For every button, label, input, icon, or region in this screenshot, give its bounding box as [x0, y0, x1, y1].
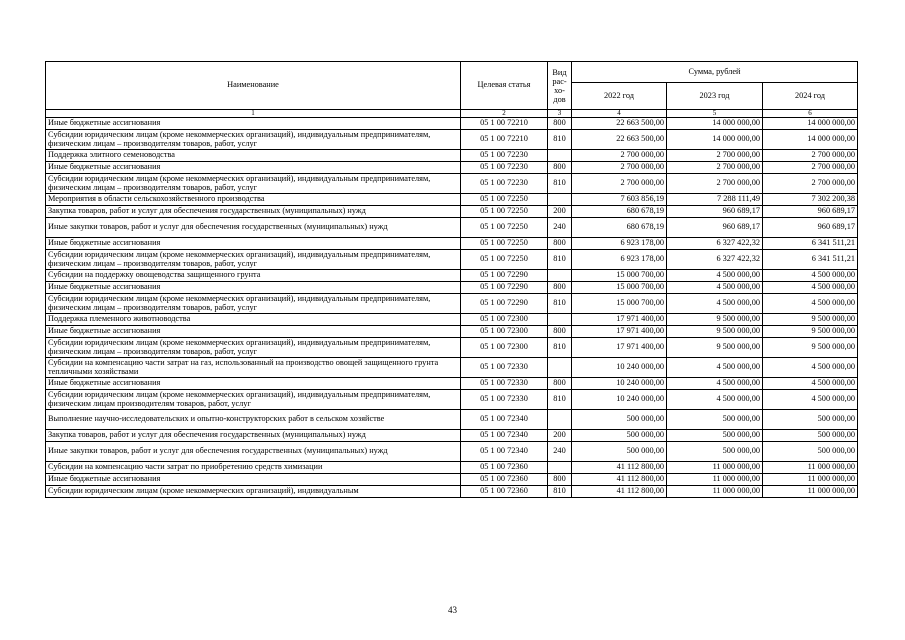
table-row: [46, 194, 858, 206]
column-number: 5: [667, 110, 763, 118]
row-amount-2024-cell: 11 000 000,00: [763, 462, 858, 474]
table-row: [46, 218, 858, 238]
table-row: [46, 150, 858, 162]
row-code-cell: 05 1 00 72230: [461, 150, 548, 162]
table-row: [46, 118, 858, 130]
table-row: [46, 130, 858, 150]
row-amount-2024-cell: 500 000,00: [763, 430, 858, 442]
row-amount-2022-cell: 17 971 400,00: [572, 338, 667, 358]
table-row: [46, 462, 858, 474]
row-amount-2024-cell: 4 500 000,00: [763, 270, 858, 282]
row-kind-cell: [548, 358, 572, 378]
row-amount-2024-cell: 4 500 000,00: [763, 390, 858, 410]
row-amount-2023-cell: 4 500 000,00: [667, 358, 763, 378]
row-amount-2022-cell: 680 678,19: [572, 218, 667, 238]
row-amount-2022-cell: 6 923 178,00: [572, 250, 667, 270]
header-year-2023: 2023 год: [667, 83, 763, 110]
row-name-cell: Иные бюджетные ассигнования: [46, 162, 461, 174]
row-amount-2022-cell: 15 000 700,00: [572, 270, 667, 282]
row-name-cell: Закупка товаров, работ и услуг для обеспечения государственных (муниципальных) нужд: [46, 430, 461, 442]
row-name-cell: Субсидии юридическим лицам (кроме некоммерческих организаций), индивидуальным предпринимателям, физическим лицам – производителям товаров, работ, услуг: [46, 338, 461, 358]
row-amount-2023-cell: 4 500 000,00: [667, 270, 763, 282]
table-row: [46, 174, 858, 194]
row-kind-cell: 800: [548, 118, 572, 130]
row-amount-2023-cell: 7 288 111,49: [667, 194, 763, 206]
row-amount-2023-cell: 960 689,17: [667, 218, 763, 238]
row-amount-2024-cell: 4 500 000,00: [763, 378, 858, 390]
row-amount-2024-cell: 11 000 000,00: [763, 486, 858, 498]
table-row: [46, 206, 858, 218]
row-name-cell: Выполнение научно-исследовательских и опытно-конструкторских работ в сельском хозяйстве: [46, 410, 461, 430]
row-code-cell: 05 1 00 72360: [461, 462, 548, 474]
row-amount-2023-cell: 6 327 422,32: [667, 250, 763, 270]
row-amount-2024-cell: 6 341 511,21: [763, 238, 858, 250]
row-amount-2023-cell: 2 700 000,00: [667, 174, 763, 194]
row-amount-2024-cell: 2 700 000,00: [763, 150, 858, 162]
row-amount-2023-cell: 4 500 000,00: [667, 282, 763, 294]
row-name-cell: Закупка товаров, работ и услуг для обеспечения государственных (муниципальных) нужд: [46, 206, 461, 218]
column-number: 1: [46, 110, 461, 118]
table-body: [46, 118, 858, 498]
column-number-row: [46, 110, 858, 118]
row-amount-2023-cell: 9 500 000,00: [667, 314, 763, 326]
row-amount-2023-cell: 9 500 000,00: [667, 338, 763, 358]
row-code-cell: 05 1 00 72340: [461, 410, 548, 430]
table-row: [46, 238, 858, 250]
table-row: [46, 162, 858, 174]
row-code-cell: 05 1 00 72360: [461, 486, 548, 498]
row-code-cell: 05 1 00 72210: [461, 130, 548, 150]
row-code-cell: 05 1 00 72300: [461, 338, 548, 358]
row-kind-cell: 810: [548, 250, 572, 270]
header-kind: Вид рас-хо-дов: [548, 62, 572, 110]
row-name-cell: Субсидии юридическим лицам (кроме некоммерческих организаций), индивидуальным предпринимателям, физическим лицам производителям товаров, работ, услуг: [46, 390, 461, 410]
row-code-cell: 05 1 00 72340: [461, 442, 548, 462]
row-amount-2022-cell: 41 112 800,00: [572, 474, 667, 486]
row-kind-cell: 810: [548, 174, 572, 194]
row-kind-cell: [548, 270, 572, 282]
row-code-cell: 05 1 00 72230: [461, 162, 548, 174]
table-row: [46, 474, 858, 486]
header-sum: Сумма, рублей: [572, 62, 858, 83]
row-name-cell: Субсидии юридическим лицам (кроме некоммерческих организаций), индивидуальным предпринимателям, физическим лицам – производителям товаров, работ, услуг: [46, 250, 461, 270]
row-kind-cell: 200: [548, 430, 572, 442]
row-amount-2024-cell: 9 500 000,00: [763, 314, 858, 326]
row-code-cell: 05 1 00 72300: [461, 314, 548, 326]
table-header: [46, 62, 858, 118]
row-kind-cell: 240: [548, 218, 572, 238]
row-code-cell: 05 1 00 72250: [461, 194, 548, 206]
row-amount-2024-cell: 500 000,00: [763, 442, 858, 462]
header-name: Наименование: [46, 62, 461, 110]
header-code: Целевая статья: [461, 62, 548, 110]
row-code-cell: 05 1 00 72330: [461, 358, 548, 378]
row-amount-2023-cell: 9 500 000,00: [667, 326, 763, 338]
row-amount-2022-cell: 22 663 500,00: [572, 130, 667, 150]
table-row: [46, 294, 858, 314]
row-amount-2022-cell: 500 000,00: [572, 430, 667, 442]
row-name-cell: Иные бюджетные ассигнования: [46, 326, 461, 338]
row-name-cell: Иные бюджетные ассигнования: [46, 238, 461, 250]
row-amount-2022-cell: 15 000 700,00: [572, 294, 667, 314]
budget-table: [45, 61, 858, 498]
row-name-cell: Поддержка племенного животноводства: [46, 314, 461, 326]
row-name-cell: Поддержка элитного семеноводства: [46, 150, 461, 162]
table-row: [46, 338, 858, 358]
column-number: 2: [461, 110, 548, 118]
row-amount-2022-cell: 15 000 700,00: [572, 282, 667, 294]
row-amount-2023-cell: 6 327 422,32: [667, 238, 763, 250]
row-code-cell: 05 1 00 72300: [461, 326, 548, 338]
row-code-cell: 05 1 00 72210: [461, 118, 548, 130]
row-name-cell: Субсидии на компенсацию части затрат по приобретению средств химизации: [46, 462, 461, 474]
row-amount-2022-cell: 17 971 400,00: [572, 314, 667, 326]
row-amount-2024-cell: 9 500 000,00: [763, 326, 858, 338]
row-code-cell: 05 1 00 72230: [461, 174, 548, 194]
row-kind-cell: [548, 150, 572, 162]
row-amount-2022-cell: 500 000,00: [572, 442, 667, 462]
row-amount-2023-cell: 4 500 000,00: [667, 390, 763, 410]
row-name-cell: Субсидии юридическим лицам (кроме некоммерческих организаций), индивидуальным предпринимателям, физическим лицам – производителям товаров, работ, услуг: [46, 294, 461, 314]
row-kind-cell: 800: [548, 282, 572, 294]
table-row: [46, 270, 858, 282]
row-code-cell: 05 1 00 72330: [461, 378, 548, 390]
row-name-cell: Субсидии юридическим лицам (кроме некоммерческих организаций), индивидуальным предпринимателям, физическим лицам – производителям товаров, работ, услуг: [46, 130, 461, 150]
table-row: [46, 486, 858, 498]
row-code-cell: 05 1 00 72330: [461, 390, 548, 410]
page-number: 43: [448, 605, 457, 615]
row-amount-2024-cell: 11 000 000,00: [763, 474, 858, 486]
row-kind-cell: 800: [548, 162, 572, 174]
row-kind-cell: [548, 194, 572, 206]
column-number: 3: [548, 110, 572, 118]
table-row: [46, 282, 858, 294]
row-amount-2024-cell: 4 500 000,00: [763, 358, 858, 378]
row-amount-2024-cell: 14 000 000,00: [763, 130, 858, 150]
column-number: 6: [763, 110, 858, 118]
row-amount-2022-cell: 2 700 000,00: [572, 162, 667, 174]
table-row: [46, 358, 858, 378]
row-amount-2023-cell: 4 500 000,00: [667, 294, 763, 314]
row-amount-2022-cell: 6 923 178,00: [572, 238, 667, 250]
row-amount-2023-cell: 4 500 000,00: [667, 378, 763, 390]
row-amount-2022-cell: 10 240 000,00: [572, 358, 667, 378]
header-year-2022: 2022 год: [572, 83, 667, 110]
row-kind-cell: 240: [548, 442, 572, 462]
row-kind-cell: 810: [548, 486, 572, 498]
row-code-cell: 05 1 00 72290: [461, 282, 548, 294]
row-name-cell: Иные бюджетные ассигнования: [46, 282, 461, 294]
row-amount-2023-cell: 11 000 000,00: [667, 474, 763, 486]
row-kind-cell: 810: [548, 294, 572, 314]
row-amount-2023-cell: 2 700 000,00: [667, 150, 763, 162]
row-name-cell: Иные закупки товаров, работ и услуг для обеспечения государственных (муниципальных) нужд: [46, 218, 461, 238]
row-amount-2022-cell: 41 112 800,00: [572, 462, 667, 474]
row-code-cell: 05 1 00 72290: [461, 270, 548, 282]
table-row: [46, 442, 858, 462]
row-name-cell: Субсидии на компенсацию части затрат на газ, использованный на производство овощей защищенного грунта тепличными хозяйствами: [46, 358, 461, 378]
row-amount-2022-cell: 680 678,19: [572, 206, 667, 218]
table-row: [46, 378, 858, 390]
row-kind-cell: 200: [548, 206, 572, 218]
row-amount-2023-cell: 960 689,17: [667, 206, 763, 218]
row-amount-2022-cell: 7 603 856,19: [572, 194, 667, 206]
row-code-cell: 05 1 00 72360: [461, 474, 548, 486]
row-amount-2024-cell: 960 689,17: [763, 206, 858, 218]
row-name-cell: Иные бюджетные ассигнования: [46, 378, 461, 390]
row-kind-cell: 800: [548, 474, 572, 486]
row-amount-2024-cell: 7 302 200,38: [763, 194, 858, 206]
table-row: [46, 410, 858, 430]
row-amount-2022-cell: 41 112 800,00: [572, 486, 667, 498]
row-name-cell: Мероприятия в области сельскохозяйственного производства: [46, 194, 461, 206]
row-code-cell: 05 1 00 72290: [461, 294, 548, 314]
row-amount-2022-cell: 10 240 000,00: [572, 378, 667, 390]
row-amount-2024-cell: 4 500 000,00: [763, 282, 858, 294]
table-row: [46, 314, 858, 326]
column-number: 4: [572, 110, 667, 118]
row-amount-2023-cell: 11 000 000,00: [667, 486, 763, 498]
row-code-cell: 05 1 00 72250: [461, 218, 548, 238]
table-row: [46, 390, 858, 410]
row-amount-2024-cell: 2 700 000,00: [763, 174, 858, 194]
row-amount-2022-cell: 500 000,00: [572, 410, 667, 430]
row-amount-2024-cell: 500 000,00: [763, 410, 858, 430]
row-kind-cell: 810: [548, 130, 572, 150]
row-kind-cell: [548, 314, 572, 326]
row-amount-2022-cell: 2 700 000,00: [572, 174, 667, 194]
row-kind-cell: 800: [548, 378, 572, 390]
row-amount-2023-cell: 14 000 000,00: [667, 118, 763, 130]
row-amount-2022-cell: 2 700 000,00: [572, 150, 667, 162]
row-amount-2024-cell: 2 700 000,00: [763, 162, 858, 174]
row-name-cell: Иные бюджетные ассигнования: [46, 474, 461, 486]
row-code-cell: 05 1 00 72250: [461, 206, 548, 218]
row-name-cell: Субсидии юридическим лицам (кроме некоммерческих организаций), индивидуальным: [46, 486, 461, 498]
row-amount-2022-cell: 22 663 500,00: [572, 118, 667, 130]
row-code-cell: 05 1 00 72250: [461, 250, 548, 270]
row-amount-2024-cell: 9 500 000,00: [763, 338, 858, 358]
row-amount-2022-cell: 10 240 000,00: [572, 390, 667, 410]
row-kind-cell: 810: [548, 338, 572, 358]
header-year-2024: 2024 год: [763, 83, 858, 110]
row-code-cell: 05 1 00 72340: [461, 430, 548, 442]
row-kind-cell: 800: [548, 326, 572, 338]
table-row: [46, 430, 858, 442]
row-amount-2023-cell: 2 700 000,00: [667, 162, 763, 174]
row-amount-2023-cell: 500 000,00: [667, 410, 763, 430]
row-amount-2023-cell: 14 000 000,00: [667, 130, 763, 150]
row-code-cell: 05 1 00 72250: [461, 238, 548, 250]
row-kind-cell: 810: [548, 390, 572, 410]
table-row: [46, 250, 858, 270]
table-row: [46, 326, 858, 338]
row-amount-2024-cell: 4 500 000,00: [763, 294, 858, 314]
row-kind-cell: [548, 462, 572, 474]
row-amount-2023-cell: 11 000 000,00: [667, 462, 763, 474]
row-kind-cell: 800: [548, 238, 572, 250]
row-amount-2023-cell: 500 000,00: [667, 430, 763, 442]
row-name-cell: Иные закупки товаров, работ и услуг для обеспечения государственных (муниципальных) нужд: [46, 442, 461, 462]
row-name-cell: Иные бюджетные ассигнования: [46, 118, 461, 130]
row-name-cell: Субсидии юридическим лицам (кроме некоммерческих организаций), индивидуальным предпринимателям, физическим лицам – производителям товаров, работ, услуг: [46, 174, 461, 194]
row-amount-2022-cell: 17 971 400,00: [572, 326, 667, 338]
row-name-cell: Субсидии на поддержку овощеводства защищенного грунта: [46, 270, 461, 282]
row-kind-cell: [548, 410, 572, 430]
row-amount-2024-cell: 14 000 000,00: [763, 118, 858, 130]
row-amount-2023-cell: 500 000,00: [667, 442, 763, 462]
row-amount-2024-cell: 960 689,17: [763, 218, 858, 238]
row-amount-2024-cell: 6 341 511,21: [763, 250, 858, 270]
